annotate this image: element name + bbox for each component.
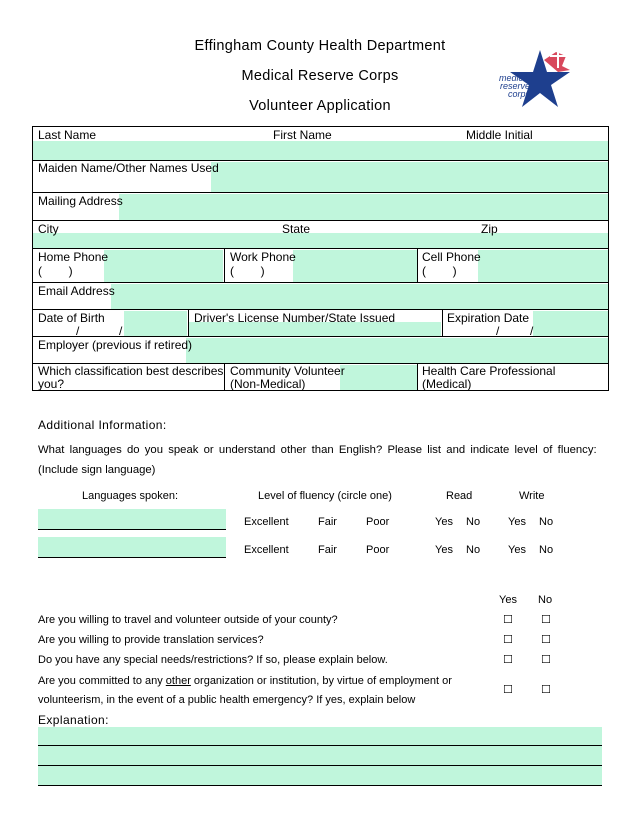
expiration-separator: / — [496, 324, 500, 338]
read-no[interactable]: No — [466, 544, 481, 556]
table-border-top — [32, 126, 609, 127]
community-volunteer-option[interactable]: Community Volunteer — [230, 364, 345, 378]
cell-divider — [188, 309, 189, 336]
dob-label: Date of Birth — [38, 311, 105, 325]
col-languages: Languages spoken: — [82, 490, 179, 502]
row-divider — [32, 220, 609, 221]
last-name-label: Last Name — [38, 128, 97, 142]
question-special-needs: Do you have any special needs/restrictions? If so, please explain below. — [38, 654, 388, 666]
language-underline — [38, 557, 226, 558]
row-divider — [32, 192, 609, 193]
city-label: City — [38, 222, 59, 236]
questions-yes-header: Yes — [499, 594, 517, 606]
cell-phone-format: ( ) — [422, 264, 457, 278]
health-care-option[interactable]: Health Care Professional — [422, 364, 556, 378]
header-subtitle: Medical Reserve Corps — [241, 68, 399, 84]
header-form-title: Volunteer Application — [249, 98, 391, 114]
city-state-zip-input[interactable] — [33, 233, 608, 248]
write-yes[interactable]: Yes — [508, 516, 526, 528]
logo-text — [484, 74, 530, 98]
explanation-line — [38, 785, 602, 786]
translation-yes-checkbox[interactable]: ☐ — [503, 633, 513, 646]
fluency-excellent[interactable]: Excellent — [244, 544, 289, 556]
fluency-poor[interactable]: Poor — [366, 516, 390, 528]
language-input-2[interactable] — [38, 537, 226, 557]
dob-input[interactable] — [124, 311, 187, 336]
classification-question: Which classification best describes — [38, 364, 224, 378]
question-translation: Are you willing to provide translation services? — [38, 634, 264, 646]
fluency-fair[interactable]: Fair — [318, 516, 337, 528]
languages-question: What languages do you speak or understand other than English? Please list and indicate level of fluency: — [38, 444, 597, 456]
mailing-address-label: Mailing Address — [38, 194, 123, 208]
header-title: Effingham County Health Department — [194, 38, 446, 54]
email-label: Email Address — [38, 284, 115, 298]
row-divider — [32, 309, 609, 310]
cell-divider — [224, 248, 225, 282]
expiration-separator: / — [530, 324, 534, 338]
language-input-1[interactable] — [38, 509, 226, 529]
work-phone-format: ( ) — [230, 264, 265, 278]
col-write: Write — [519, 490, 545, 502]
read-yes[interactable]: Yes — [435, 544, 453, 556]
mrc-logo — [484, 46, 576, 112]
zip-label: Zip — [481, 222, 498, 236]
expiration-input[interactable] — [533, 311, 608, 336]
first-name-label: First Name — [273, 128, 332, 142]
logo-word-3: corps — [507, 89, 530, 99]
commitment-yes-checkbox[interactable]: ☐ — [503, 683, 513, 696]
special-needs-yes-checkbox[interactable]: ☐ — [503, 653, 513, 666]
logo-word-2: reserve — [499, 81, 530, 91]
fluency-fair[interactable]: Fair — [318, 544, 337, 556]
classification-input[interactable] — [340, 365, 417, 390]
fluency-excellent[interactable]: Excellent — [244, 516, 289, 528]
cell-divider — [442, 309, 443, 336]
additional-info-title: Additional Information: — [38, 418, 167, 432]
question-commitment-pre: Are you committed to any — [38, 675, 166, 687]
read-yes[interactable]: Yes — [435, 516, 453, 528]
explanation-label: Explanation: — [38, 713, 109, 727]
row-divider — [32, 248, 609, 249]
question-commitment — [38, 675, 452, 688]
languages-question-2: (Include sign language) — [38, 464, 156, 476]
cell-divider — [417, 248, 418, 282]
write-no[interactable]: No — [539, 544, 554, 556]
table-border-right — [608, 126, 609, 391]
table-border-bottom — [32, 390, 609, 391]
question-commitment-2: volunteerism, in the event of a public health emergency? If yes, explain below — [38, 694, 416, 706]
table-border-left — [32, 126, 33, 391]
fluency-poor[interactable]: Poor — [366, 544, 390, 556]
read-no[interactable]: No — [466, 516, 481, 528]
classification-question-2: you? — [38, 377, 65, 391]
question-commitment-post: organization or institution, by virtue of employment or — [190, 675, 452, 687]
special-needs-no-checkbox[interactable]: ☐ — [541, 653, 551, 666]
home-phone-format: ( ) — [38, 264, 73, 278]
state-label: State — [282, 222, 311, 236]
cell-divider — [417, 363, 418, 390]
language-underline — [38, 529, 226, 530]
explanation-line — [38, 745, 602, 746]
cell-divider — [224, 363, 225, 390]
maiden-name-label: Maiden Name/Other Names Used — [38, 161, 219, 175]
email-input[interactable] — [111, 284, 608, 309]
col-fluency: Level of fluency (circle one) — [258, 490, 392, 502]
health-care-sub: (Medical) — [422, 377, 472, 391]
middle-initial-label: Middle Initial — [466, 128, 533, 142]
write-yes[interactable]: Yes — [508, 544, 526, 556]
expiration-label: Expiration Date — [447, 311, 530, 325]
dob-separator: / — [119, 324, 123, 338]
question-commitment-other: other — [165, 675, 191, 687]
work-phone-label: Work Phone — [230, 250, 296, 264]
questions-no-header: No — [538, 594, 553, 606]
home-phone-input[interactable] — [104, 250, 223, 282]
home-phone-label: Home Phone — [38, 250, 109, 264]
write-no[interactable]: No — [539, 516, 554, 528]
question-travel: Are you willing to travel and volunteer outside of your county? — [38, 614, 338, 626]
employer-label: Employer (previous if retired) — [38, 338, 193, 352]
commitment-no-checkbox[interactable]: ☐ — [541, 683, 551, 696]
travel-no-checkbox[interactable]: ☐ — [541, 613, 551, 626]
maiden-name-input[interactable] — [211, 162, 608, 192]
license-label: Driver's License Number/State Issued — [194, 311, 396, 325]
dob-separator: / — [76, 324, 80, 338]
col-read: Read — [446, 490, 473, 502]
row-divider — [32, 282, 609, 283]
explanation-input[interactable] — [38, 727, 602, 786]
employer-input[interactable] — [186, 338, 608, 363]
cell-phone-label: Cell Phone — [422, 250, 481, 264]
logo-word-1: medical — [498, 73, 530, 83]
work-phone-input[interactable] — [293, 250, 417, 282]
mailing-address-input[interactable] — [119, 194, 608, 220]
translation-no-checkbox[interactable]: ☐ — [541, 633, 551, 646]
travel-yes-checkbox[interactable]: ☐ — [503, 613, 513, 626]
explanation-line — [38, 765, 602, 766]
community-volunteer-sub: (Non-Medical) — [230, 377, 306, 391]
name-input[interactable] — [33, 141, 608, 160]
cell-phone-input[interactable] — [478, 250, 608, 282]
